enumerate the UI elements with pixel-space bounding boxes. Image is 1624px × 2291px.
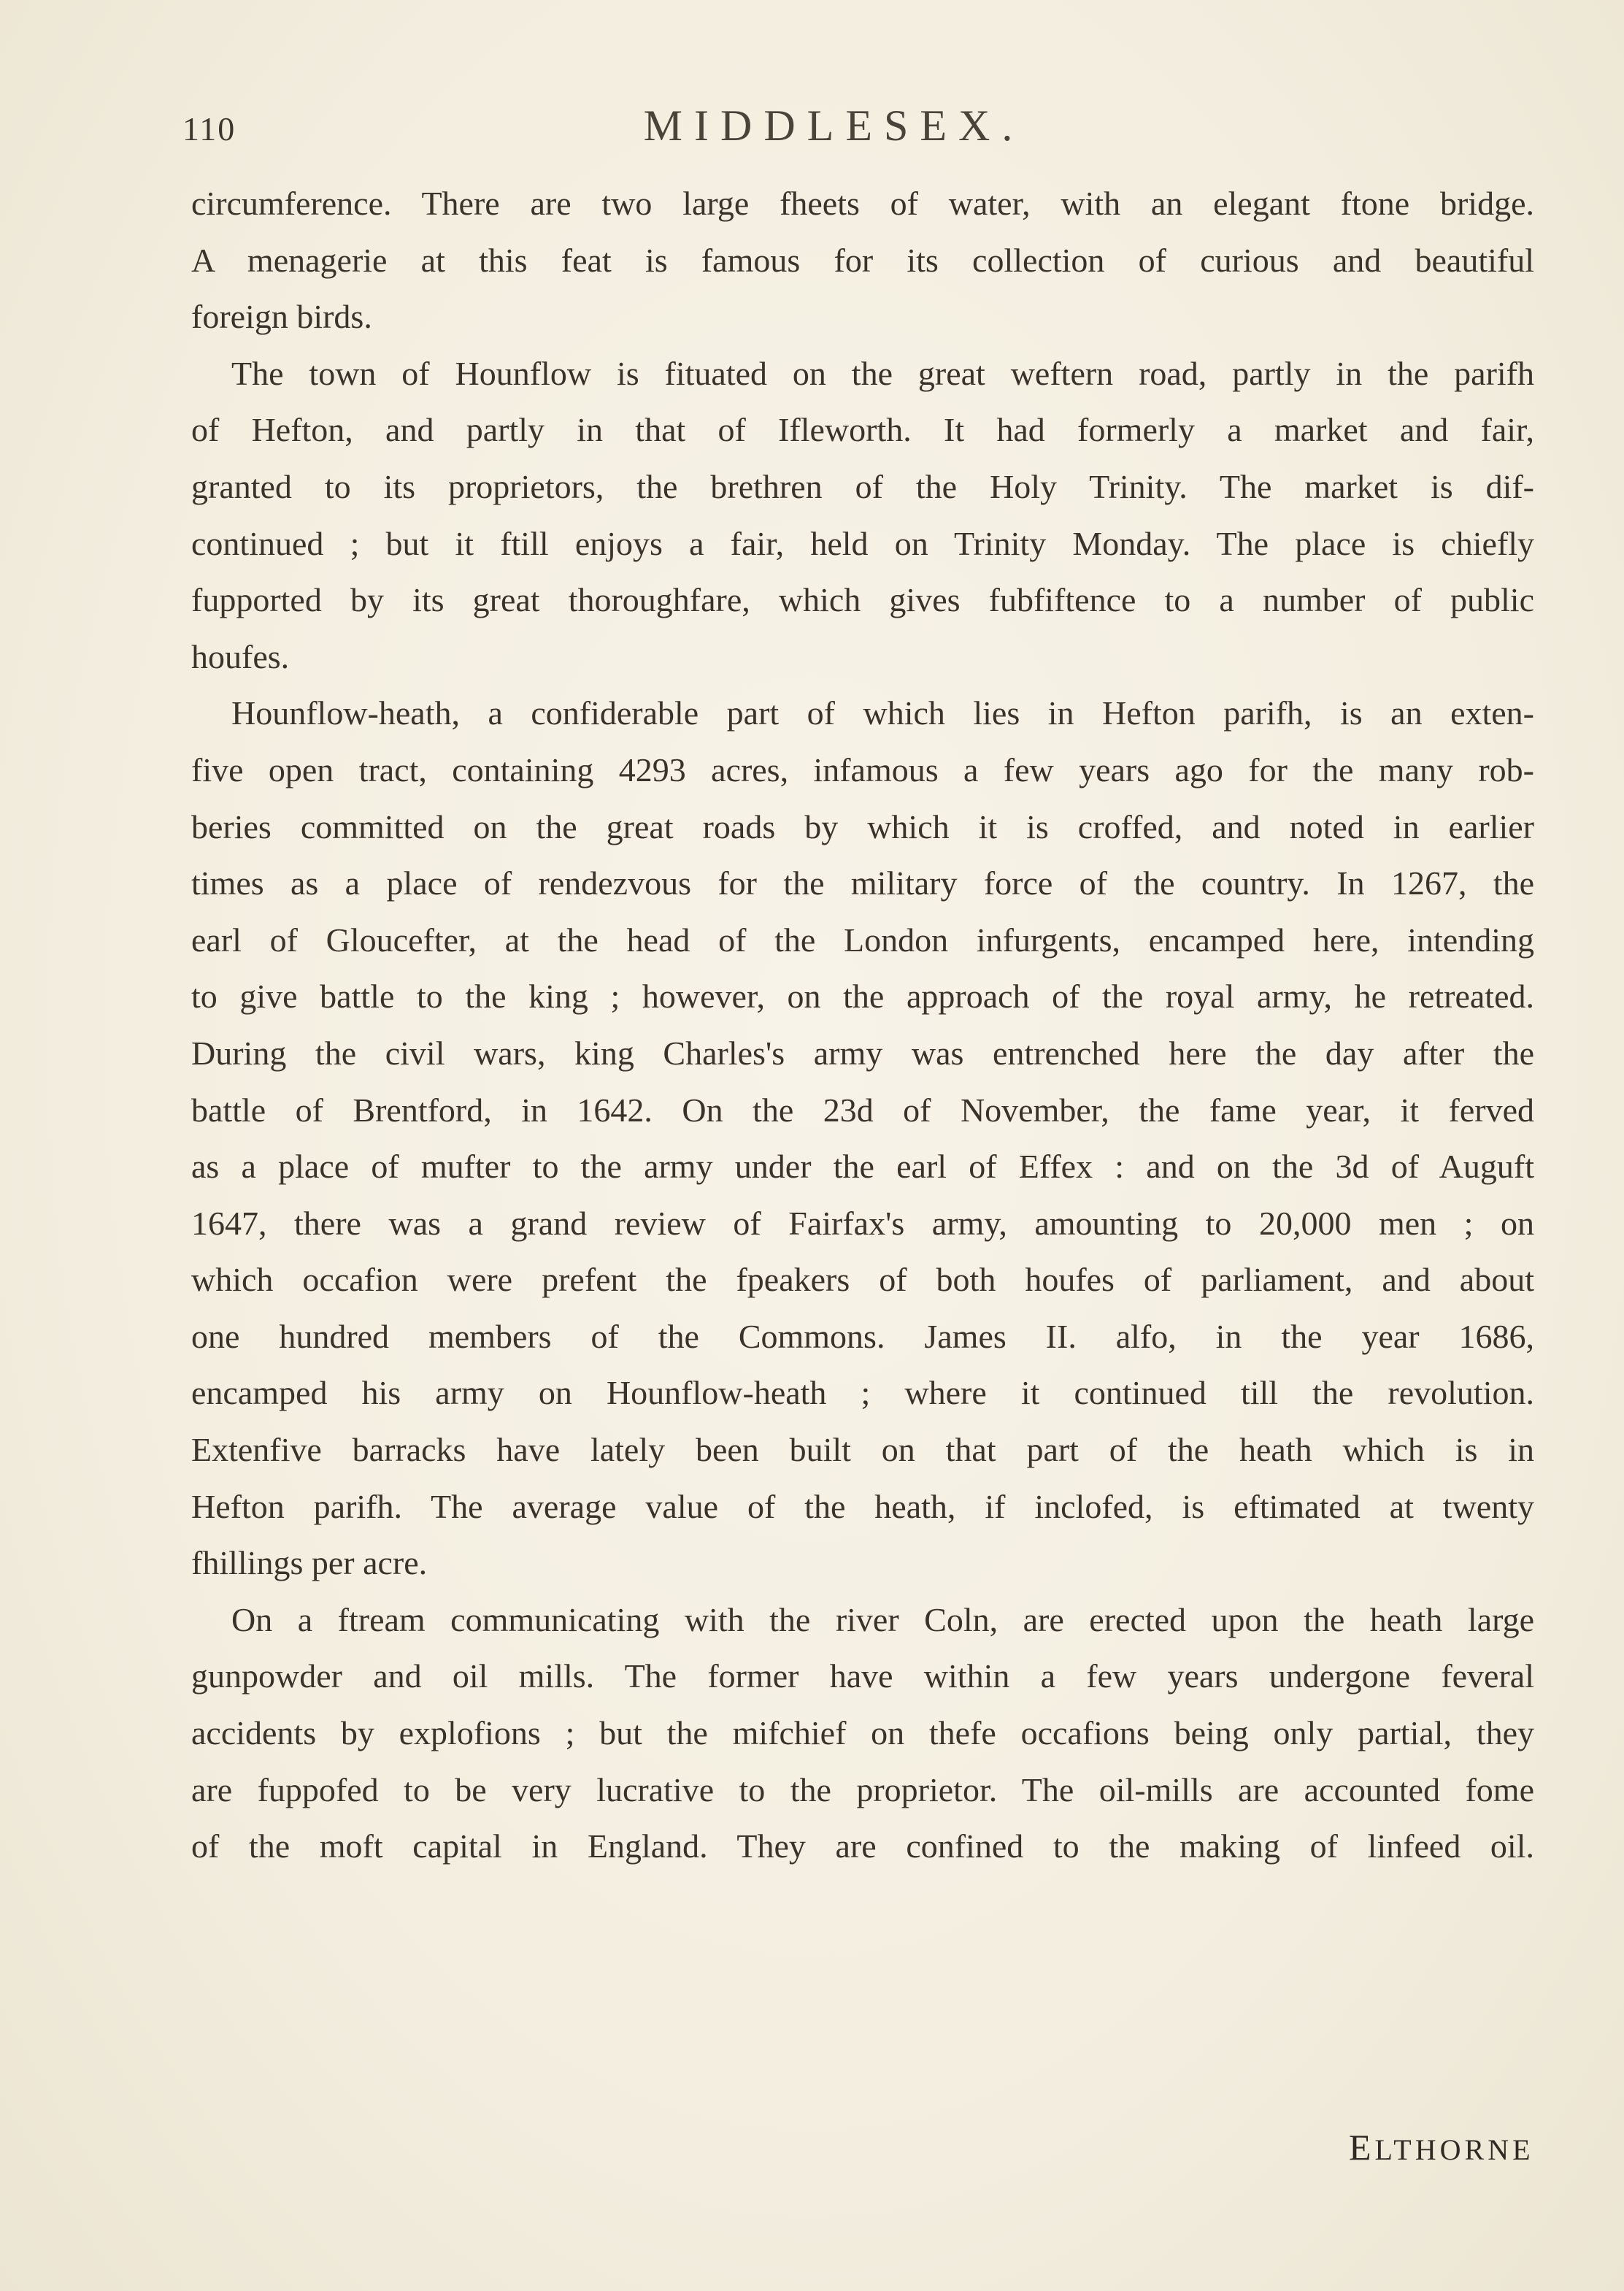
text-line: accidents by explofions ; but the mifchief on thefe occafions being only partial, they bbox=[191, 1714, 1534, 1752]
text-line: fupported by its great thoroughfare, which gives fubfiftence to a number of public bbox=[191, 581, 1534, 619]
text-line: gunpowder and oil mills. The former have within a few years undergone feveral bbox=[191, 1657, 1534, 1695]
text-line: beries committed on the great roads by which it is croffed, and noted in earlier bbox=[191, 807, 1534, 845]
catchword-rest: LTHORNE bbox=[1374, 2133, 1534, 2166]
text-line: times as a place of rendezvous for the military force of the country. In 1267, the bbox=[191, 864, 1534, 902]
catchword-initial: E bbox=[1349, 2127, 1375, 2168]
paragraph bbox=[191, 1592, 1534, 1875]
text-line: five open tract, containing 4293 acres, infamous a few years ago for the many rob- bbox=[191, 751, 1534, 788]
text-line: 1647, there was a grand review of Fairfax's army, amounting to 20,000 men ; on bbox=[191, 1204, 1534, 1242]
text-line: of Hefton, and partly in that of Ifleworth. It had formerly a market and fair, bbox=[191, 411, 1534, 449]
text-line: Extenfive barracks have lately been built on that part of the heath which is in bbox=[191, 1431, 1534, 1469]
text-line: On a ftream communicating with the river Coln, are erected upon the heath large bbox=[231, 1600, 1534, 1638]
text-line: During the civil wars, king Charles's army was entrenched here the day after the bbox=[191, 1034, 1534, 1072]
paragraph bbox=[191, 685, 1534, 1592]
text-line: which occafion were prefent the fpeakers of both houfes of parliament, and about bbox=[191, 1261, 1534, 1299]
text-line: houfes. bbox=[191, 637, 290, 675]
text-line: earl of Gloucefter, at the head of the London infurgents, encamped here, intending bbox=[191, 921, 1534, 959]
text-line: to give battle to the king ; however, on the approach of the royal army, he retreated. bbox=[191, 978, 1534, 1016]
text-line: encamped his army on Hounflow-heath ; where it continued till the revolution. bbox=[191, 1374, 1534, 1412]
text-line: fhillings per acre. bbox=[191, 1544, 428, 1582]
text-line: Hounflow-heath, a confiderable part of which lies in Hefton parifh, is an exten- bbox=[231, 694, 1534, 732]
text-line: granted to its proprietors, the brethren of the Holy Trinity. The market is dif- bbox=[191, 467, 1534, 505]
text-line: Hefton parifh. The average value of the heath, if inclofed, is eftimated at twenty bbox=[191, 1487, 1534, 1525]
text-line: foreign birds. bbox=[191, 298, 372, 336]
text-line: one hundred members of the Commons. James II. alfo, in the year 1686, bbox=[191, 1317, 1534, 1355]
text-line: are fuppofed to be very lucrative to the proprietor. The oil-mills are accounted fome bbox=[191, 1770, 1534, 1808]
paragraph bbox=[191, 175, 1534, 345]
catchword bbox=[1349, 2126, 1534, 2168]
text-line: continued ; but it ftill enjoys a fair, held on Trinity Monday. The place is chiefly bbox=[191, 524, 1534, 562]
running-title: MIDDLESEX. bbox=[643, 101, 1025, 150]
text-line: as a place of mufter to the army under the earl of Effex : and on the 3d of Auguft bbox=[191, 1148, 1534, 1186]
paragraph bbox=[191, 345, 1534, 686]
body-text bbox=[191, 175, 1534, 1875]
text-line: A menagerie at this feat is famous for its collection of curious and beautiful bbox=[191, 241, 1534, 279]
text-line: battle of Brentford, in 1642. On the 23d of November, the fame year, it ferved bbox=[191, 1091, 1534, 1129]
page-number: 110 bbox=[182, 110, 236, 147]
text-line: of the moft capital in England. They are confined to the making of linfeed oil. bbox=[191, 1827, 1534, 1865]
text-line: The town of Hounflow is fituated on the great weftern road, partly in the parifh bbox=[231, 354, 1534, 392]
text-line: circumference. There are two large fheets of water, with an elegant ftone bridge. bbox=[191, 185, 1534, 222]
